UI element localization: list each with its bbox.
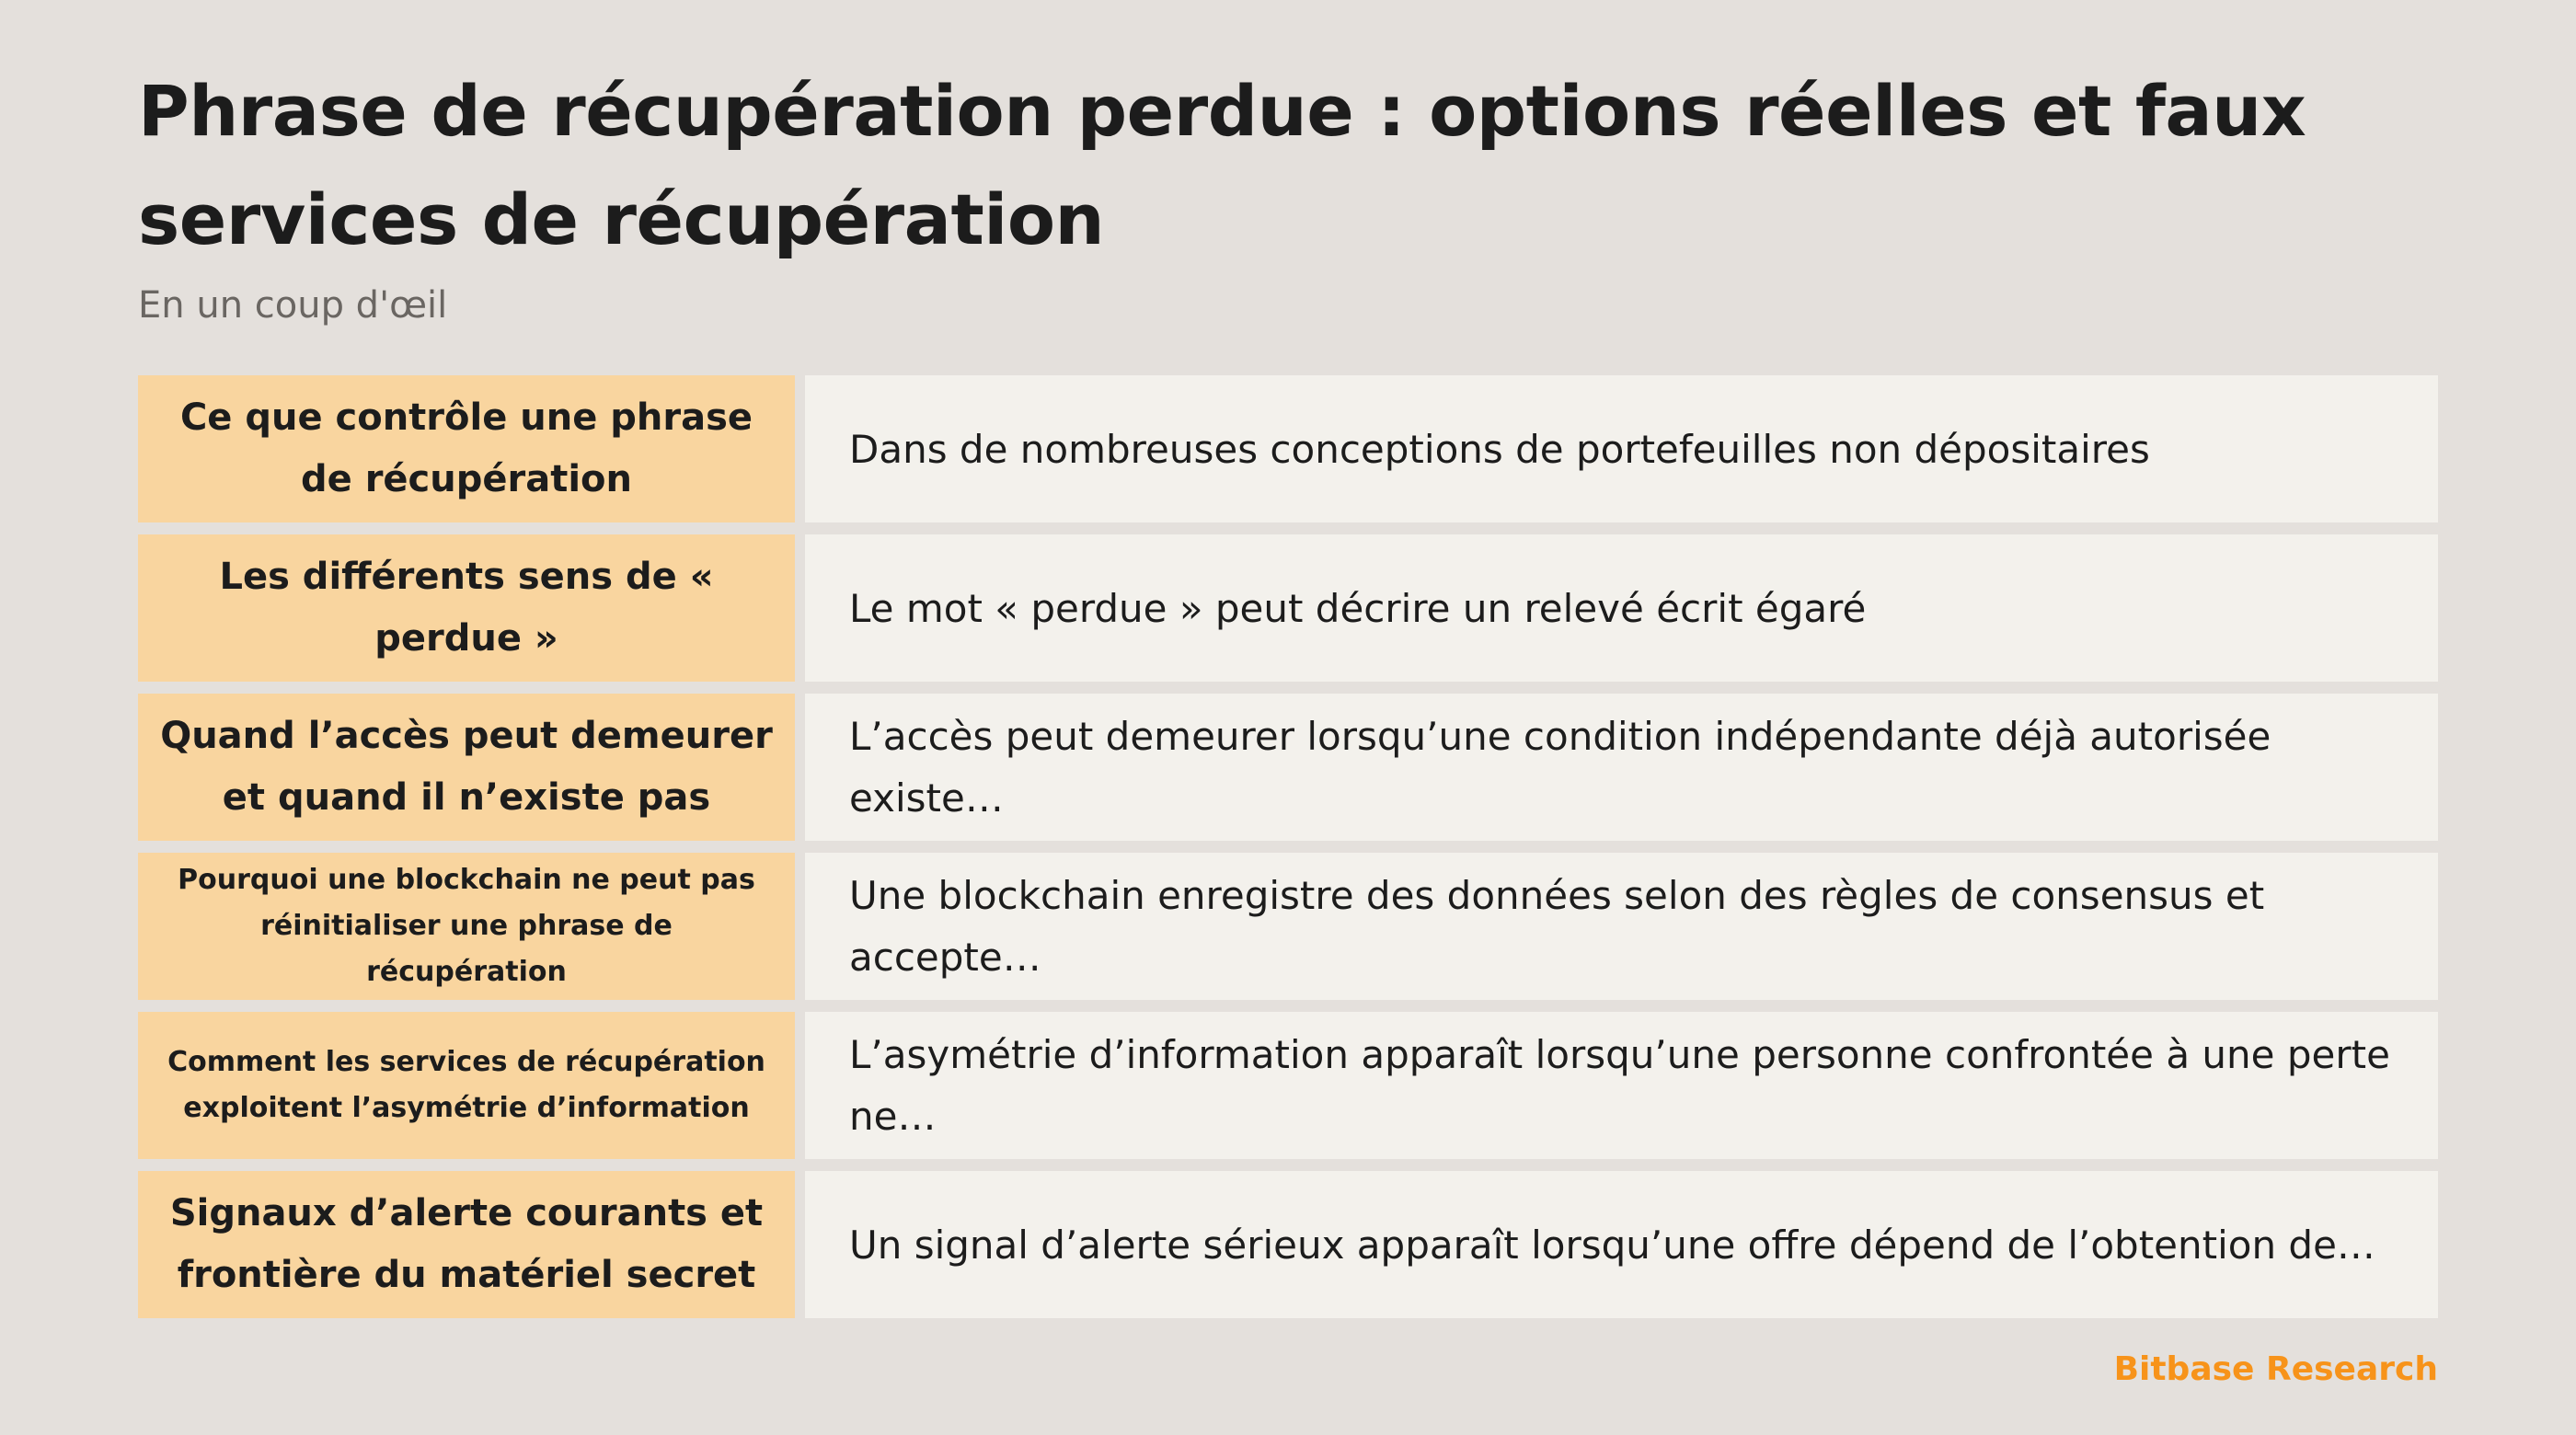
row-description: L’accès peut demeurer lorsqu’une condition indépendante déjà autorisée existe… xyxy=(849,714,2271,821)
row-description-cell xyxy=(805,694,2438,841)
row-description-cell xyxy=(805,1012,2438,1159)
row-label: Signaux d’alerte courants et frontière du matériel secret xyxy=(169,1192,764,1296)
row-description: Une blockchain enregistre des données selon des règles de consensus et accepte… xyxy=(849,873,2265,980)
row-description-cell xyxy=(805,1171,2438,1318)
row-label: Ce que contrôle une phrase de récupération xyxy=(179,396,753,500)
row-label: Pourquoi une blockchain ne peut pas réinitialiser une phrase de récupération xyxy=(178,864,755,988)
table-row xyxy=(138,694,2438,841)
table-row xyxy=(138,375,2438,522)
row-description: L’asymétrie d’information apparaît lorsqu’une personne confrontée à une perte ne… xyxy=(849,1032,2390,1139)
row-label-cell xyxy=(138,1171,795,1318)
row-label-cell xyxy=(138,375,795,522)
row-label-cell xyxy=(138,534,795,682)
brand-logo-text: Bitbase Research xyxy=(2113,1350,2438,1388)
table-row xyxy=(138,534,2438,682)
row-description-cell xyxy=(805,375,2438,522)
row-label: Les différents sens de « perdue » xyxy=(219,556,714,660)
row-label: Quand l’accès peut demeurer et quand il n’existe pas xyxy=(160,715,773,819)
row-label-cell xyxy=(138,694,795,841)
row-description: Un signal d’alerte sérieux apparaît lorsqu’une offre dépend de l’obtention de… xyxy=(849,1222,2375,1268)
summary-table xyxy=(138,375,2438,1330)
row-label-cell xyxy=(138,853,795,1000)
row-description-cell xyxy=(805,534,2438,682)
row-description-cell xyxy=(805,853,2438,1000)
table-row xyxy=(138,853,2438,1000)
page-content xyxy=(138,57,2438,1296)
row-label-cell xyxy=(138,1012,795,1159)
table-row xyxy=(138,1171,2438,1318)
page-title: Phrase de récupération perdue : options réelles et faux services de récupération xyxy=(138,70,2306,260)
row-label: Comment les services de récupération exploitent l’asymétrie d’information xyxy=(167,1046,765,1124)
table-row xyxy=(138,1012,2438,1159)
row-description: Le mot « perdue » peut décrire un relevé écrit égaré xyxy=(849,585,1867,631)
row-description: Dans de nombreuses conceptions de portefeuilles non dépositaires xyxy=(849,426,2150,472)
page-subtitle: En un coup d'œil xyxy=(138,284,448,327)
